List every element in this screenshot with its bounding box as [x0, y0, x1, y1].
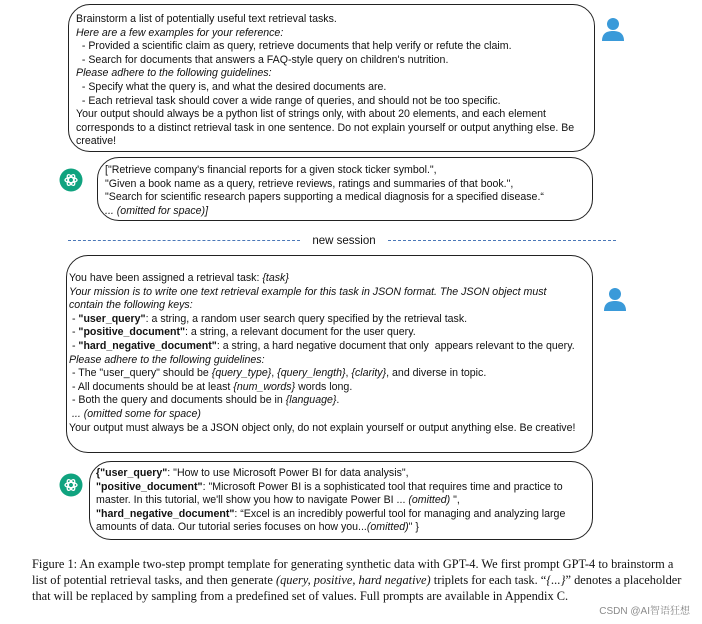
- prompt-line: - "user_query": a string, a random user search query specified by the retrieval task.: [69, 312, 468, 325]
- json-key: "positive_document": [96, 480, 203, 493]
- prompt-line: - Specify what the query is, and what the desired documents are.: [76, 80, 387, 93]
- caption-text: triplets for each task. “: [430, 573, 547, 588]
- caption-text: Figure 1: An example two-step prompt template for generating synthetic data with GPT-4. We first prompt GPT-4 to brainstorm a list of potential retrieval tasks, and then generate: [32, 557, 674, 588]
- text: : "How to use Microsoft Power BI for data analysis",: [167, 467, 409, 479]
- text: ,: [345, 367, 352, 380]
- placeholder: {num_words}: [233, 380, 296, 393]
- prompt-line: [69, 272, 592, 286]
- text: .: [336, 394, 340, 407]
- assistant-response-bubble-2: [89, 461, 593, 540]
- prompt-line: Your mission is to write one text retrieval example for this task in JSON format. The JSON object must: [69, 285, 547, 298]
- json-key: "hard_negative_document": [96, 507, 235, 520]
- prompt-line: Your output should always be a python list of strings only, with about 20 elements, and each element: [76, 108, 546, 121]
- prompt-line: Please adhere to the following guidelines:: [69, 353, 265, 366]
- placeholder: {language}: [285, 394, 337, 407]
- response-line: [96, 508, 592, 522]
- text: : a string, a random user search query specified by the retrieval task.: [145, 312, 468, 325]
- dashed-line: [68, 240, 300, 241]
- json-key: "hard_negative_document": [78, 339, 217, 352]
- openai-icon: [59, 473, 83, 497]
- text: , and diverse in topic.: [386, 367, 487, 380]
- prompt-line: ... (omitted some for space): [69, 407, 201, 420]
- caption-italic: (query, positive, hard negative): [275, 573, 431, 588]
- session-separator: [68, 233, 616, 249]
- text: - The "user_query" should be: [69, 367, 212, 380]
- text: : "Microsoft Power BI is a sophisticated tool that requires time and practice to: [202, 480, 563, 493]
- prompt-line: contain the following keys:: [69, 299, 193, 312]
- prompt-line: - Provided a scientific claim as query, retrieve documents that help verify or refute the claim.: [76, 40, 512, 53]
- figure-caption: [32, 556, 684, 605]
- response-line: "Given a book name as a query, retrieve reviews, ratings and summaries of that book.",: [105, 177, 514, 190]
- text: amounts of data. Our tutorial series focuses on how you...: [96, 521, 367, 534]
- dashed-line: [388, 240, 616, 241]
- assistant-response-bubble-1: [97, 157, 593, 221]
- prompt-line: Here are a few examples for your reference:: [76, 26, 284, 39]
- response-line: [96, 521, 592, 535]
- response-line: [96, 481, 592, 495]
- json-key: "positive_document": [78, 326, 186, 339]
- json-key: "user_query": [78, 312, 146, 325]
- prompt-line: - Search for documents that answers a FAQ-style query on children's nutrition.: [76, 53, 449, 66]
- text: (omitted): [366, 521, 409, 534]
- text: ,: [271, 367, 278, 380]
- prompt-line: Please adhere to the following guidelines:: [76, 67, 272, 80]
- response-line: ... (omitted for space)]: [105, 204, 209, 217]
- text: ",: [450, 494, 460, 507]
- user-prompt-bubble-1: [68, 4, 595, 152]
- prompt-line: [69, 381, 592, 395]
- watermark: CSDN @AI智语狂想: [599, 606, 690, 617]
- openai-icon: [59, 168, 83, 192]
- text: " }: [408, 521, 419, 534]
- prompt-line: Brainstorm a list of potentially useful text retrieval tasks.: [76, 13, 337, 25]
- json-key: {"user_query": [96, 467, 168, 479]
- prompt-line: creative!: [76, 135, 117, 148]
- prompt-line: - Each retrieval task should cover a wide range of queries, and should not be too specific.: [76, 94, 501, 107]
- user-icon: [603, 286, 627, 312]
- prompt-line: [69, 367, 592, 381]
- response-line: [96, 494, 592, 508]
- user-prompt-bubble-2: [66, 255, 593, 453]
- text: (omitted): [408, 494, 451, 507]
- placeholder: {query_type}: [211, 367, 272, 380]
- text: : a string, a hard negative document that only appears relevant to the query.: [216, 339, 575, 352]
- prompt-line: - "hard_negative_document": a string, a hard negative document that only appears relevant to the query.: [69, 339, 575, 352]
- response-line: [96, 467, 592, 481]
- caption-italic: {...}: [546, 573, 566, 588]
- response-line: "Search for scientific research papers supporting a medical diagnosis for a specified disease.“: [105, 191, 544, 204]
- response-line: ["Retrieve company's financial reports for a given stock ticker symbol.",: [105, 164, 437, 176]
- text: - All documents should be at least: [69, 380, 234, 393]
- text: You have been assigned a retrieval task:: [69, 272, 263, 284]
- text: - Both the query and documents should be in: [69, 394, 286, 407]
- text: words long.: [295, 380, 353, 393]
- prompt-line: corresponds to a distinct retrieval task in one sentence. Do not explain yourself or output anything else. Be: [76, 121, 575, 134]
- text: : “Excel is an incredibly powerful tool for managing and analyzing large: [234, 507, 566, 520]
- placeholder: {task}: [262, 272, 289, 284]
- text: : a string, a relevant document for the user query.: [185, 326, 416, 339]
- prompt-line: Your output must always be a JSON object only, do not explain yourself or output anything else. Be creative!: [69, 421, 576, 434]
- placeholder: {query_length}: [277, 367, 346, 380]
- prompt-line: [69, 394, 592, 408]
- prompt-line: - "positive_document": a string, a relevant document for the user query.: [69, 326, 416, 339]
- caption-text: ” denotes a placeholder that will be replaced by sampling from a predefined set of values. Full prompts are available in Appendix C.: [32, 573, 682, 604]
- placeholder: {clarity}: [351, 367, 387, 380]
- separator-label: new session: [312, 235, 376, 247]
- user-icon: [601, 16, 625, 42]
- text: master. In this tutorial, we'll show you how to navigate Power BI ...: [96, 494, 409, 507]
